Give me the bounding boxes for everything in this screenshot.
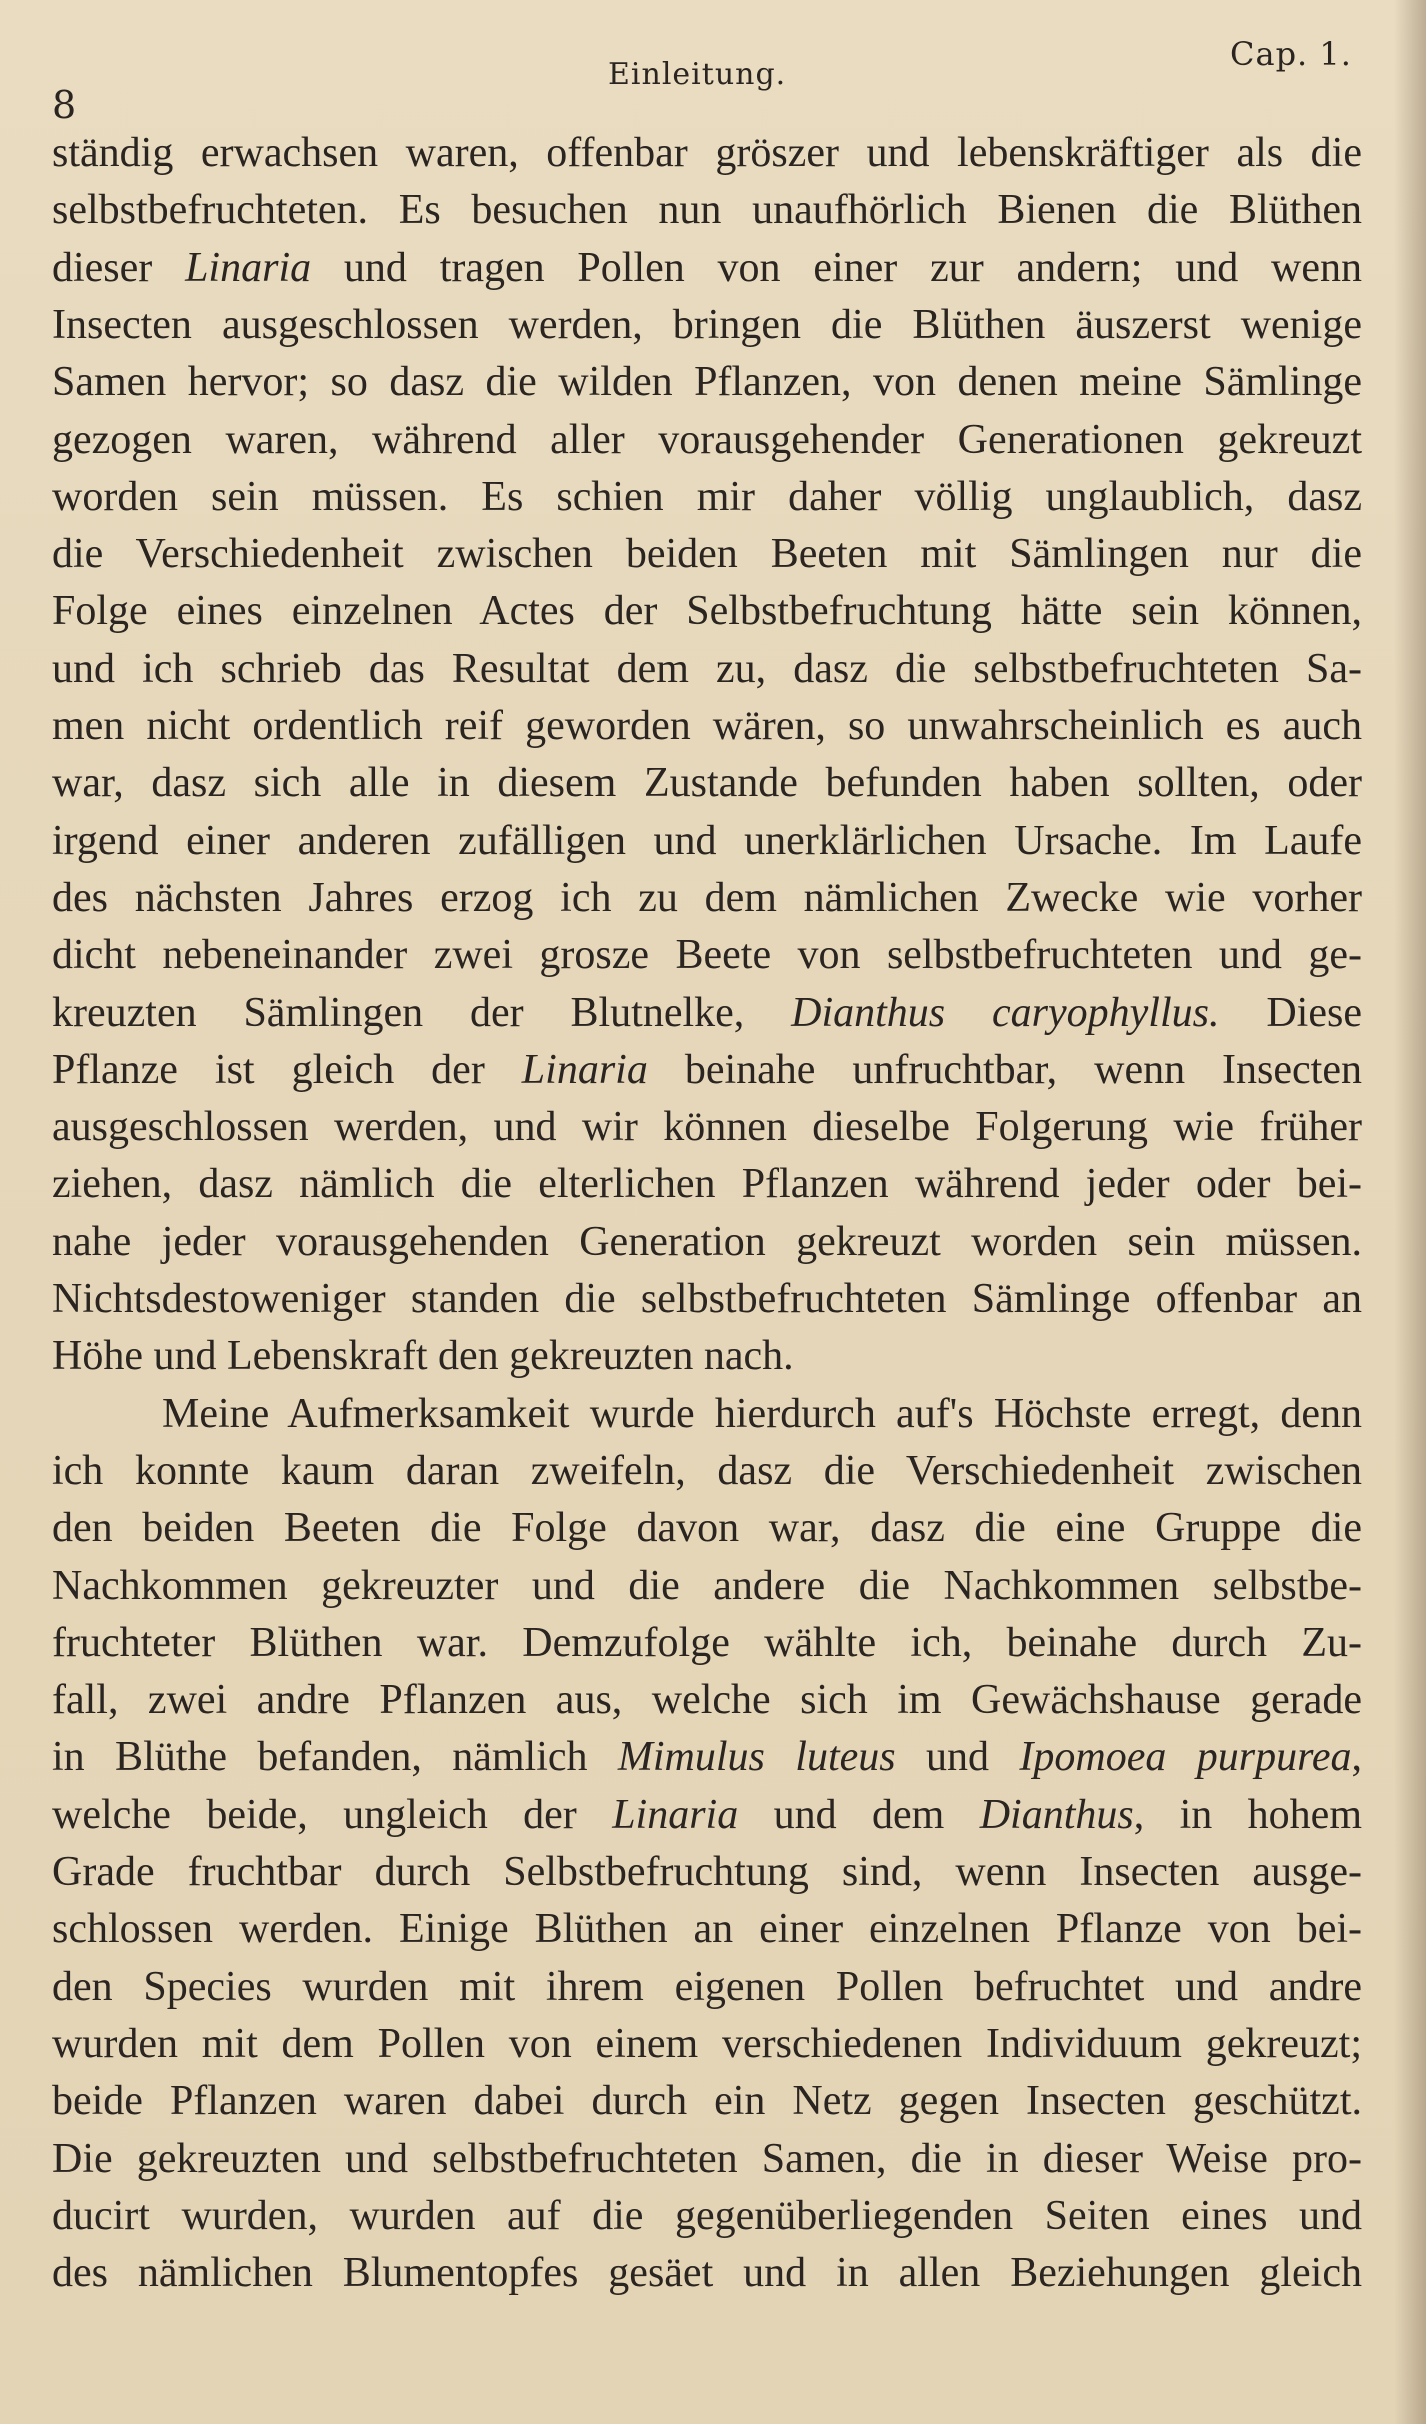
text-line: gezogen waren, während aller vorausgehender Generationen gekreuzt xyxy=(52,416,1362,463)
text-line: Nachkommen gekreuzter und die andere die Nachkommen selbstbe- xyxy=(52,1562,1362,1609)
text-line: irgend einer anderen zufälligen und unerklärlichen Ursache. Im Laufe xyxy=(52,817,1362,864)
text-line: den Species wurden mit ihrem eigenen Pollen befruchtet und andre xyxy=(52,1963,1362,2010)
text-line: nahe jeder vorausgehenden Generation gekreuzt worden sein müssen. xyxy=(52,1218,1362,1265)
text-line: des nämlichen Blumentopfes gesäet und in allen Beziehungen gleich xyxy=(52,2250,1362,2297)
text-line: Höhe und Lebenskraft den gekreuzten nach. xyxy=(52,1333,794,1380)
text-line: wurden mit dem Pollen von einem verschiedenen Individuum gekreuzt; xyxy=(52,2020,1362,2067)
species-name: Mimulus luteus xyxy=(617,1734,896,1781)
text-line: beide Pflanzen waren dabei durch ein Netz gegen Insecten geschützt. xyxy=(52,2078,1362,2125)
text-line: fall, zwei andre Pflanzen aus, welche sich im Gewächshause gerade xyxy=(52,1677,1362,1724)
text-line: kreuzten Sämlingen der Blutnelke, Dianthus caryophyllus. Diese xyxy=(52,989,1362,1036)
text-line: fruchteter Blüthen war. Demzufolge wählte ich, beinahe durch Zu- xyxy=(52,1619,1362,1666)
text-line: ducirt wurden, wurden auf die gegenüberliegenden Seiten eines und xyxy=(52,2192,1362,2239)
page-header xyxy=(0,0,1426,150)
text-line: Die gekreuzten und selbstbefruchteten Samen, die in dieser Weise pro- xyxy=(52,2135,1362,2182)
text-line: des nächsten Jahres erzog ich zu dem nämlichen Zwecke wie vorher xyxy=(52,874,1362,921)
text-line: die Verschiedenheit zwischen beiden Beeten mit Sämlingen nur die xyxy=(52,531,1362,578)
species-name: Linaria xyxy=(185,244,312,291)
text-line: Nichtsdestoweniger standen die selbstbefruchteten Sämlinge offenbar an xyxy=(52,1276,1362,1322)
text-line: dicht nebeneinander zwei grosze Beete von selbstbefruchteten und ge- xyxy=(52,932,1362,979)
text-line: dieser Linaria und tragen Pollen von einer zur andern; und wenn xyxy=(52,244,1362,291)
page-number: 8 xyxy=(52,83,77,127)
running-head: Einleitung. xyxy=(608,57,787,92)
text-line: und ich schrieb das Resultat dem zu, dasz die selbstbefruchteten Sa- xyxy=(52,645,1362,692)
text-line: den beiden Beeten die Folge davon war, dasz die eine Gruppe die xyxy=(52,1505,1362,1552)
text-line: ausgeschlossen werden, und wir können dieselbe Folgerung wie früher xyxy=(52,1104,1362,1151)
text-line: worden sein müssen. Es schien mir daher völlig unglaublich, dasz xyxy=(52,473,1362,520)
species-name: Dianthus xyxy=(979,1791,1134,1838)
text-line: schlossen werden. Einige Blüthen an einer einzelnen Pflanze von bei- xyxy=(52,1906,1362,1953)
text-line: ziehen, dasz nämlich die elterlichen Pflanzen während jeder oder bei- xyxy=(52,1161,1362,1208)
text-line: men nicht ordentlich reif geworden wären, so unwahrscheinlich es auch xyxy=(52,703,1362,749)
text-line: Folge eines einzelnen Actes der Selbstbefruchtung hätte sein können, xyxy=(52,588,1362,635)
text-line: Insecten ausgeschlossen werden, bringen die Blüthen äuszerst wenige xyxy=(52,301,1362,348)
text-line: Grade fruchtbar durch Selbstbefruchtung sind, wenn Insecten ausge- xyxy=(52,1849,1362,1895)
text-line: Samen hervor; so dasz die wilden Pflanzen, von denen meine Sämlinge xyxy=(52,359,1362,406)
species-name: Linaria xyxy=(521,1046,648,1093)
species-name: Linaria xyxy=(612,1791,739,1838)
text-line: Pflanze ist gleich der Linaria beinahe unfruchtbar, wenn Insecten xyxy=(52,1046,1362,1093)
species-name: Dianthus caryophyllus. xyxy=(791,989,1220,1036)
text-line: welche beide, ungleich der Linaria und dem Dianthus, in hohem xyxy=(52,1791,1362,1838)
page-edge-shadow xyxy=(1394,0,1426,2424)
text-line: in Blüthe befanden, nämlich Mimulus luteus und Ipomoea purpurea, xyxy=(52,1734,1363,1781)
text-line: selbstbefruchteten. Es besuchen nun unaufhörlich Bienen die Blüthen xyxy=(52,187,1362,234)
text-line: ich konnte kaum daran zweifeln, dasz die Verschiedenheit zwischen xyxy=(52,1447,1362,1494)
text-line: war, dasz sich alle in diesem Zustande befunden haben sollten, oder xyxy=(52,760,1362,807)
species-name: Ipomoea purpurea xyxy=(1019,1734,1352,1781)
chapter-label: Cap. 1. xyxy=(1230,35,1352,73)
text-line: Meine Aufmerksamkeit wurde hierdurch auf's Höchste erregt, denn xyxy=(162,1390,1362,1437)
text-line: ständig erwachsen waren, offenbar gröszer und lebenskräftiger als die xyxy=(52,130,1362,176)
